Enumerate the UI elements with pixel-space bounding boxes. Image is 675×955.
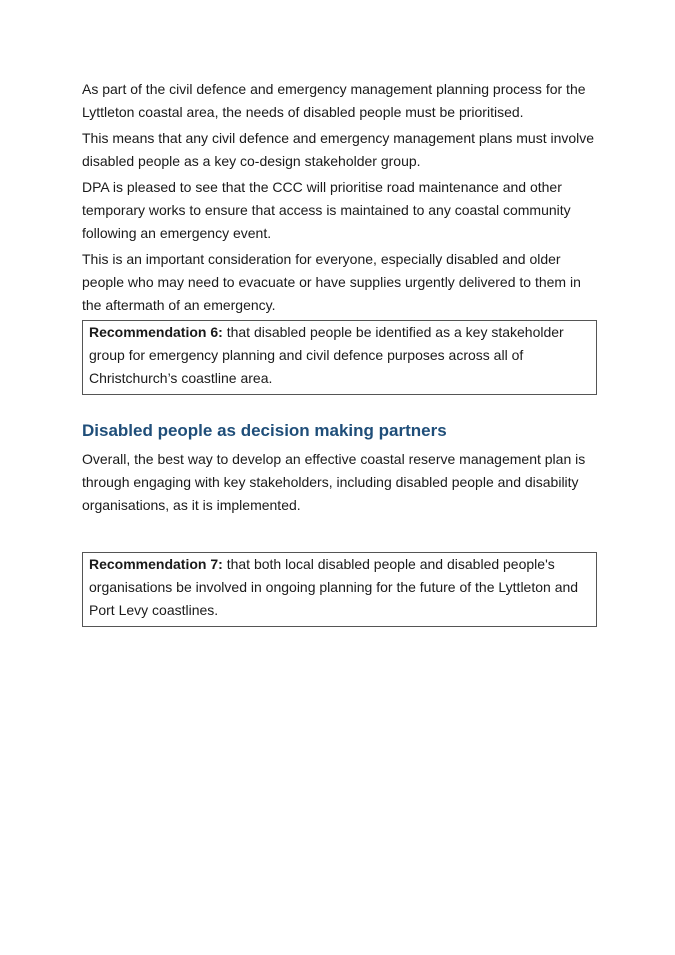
document-page — [82, 78, 597, 627]
recommendation-7-text: that both local disabled people and disabled people's organisations be involved in ongoing planning for the future of the Lyttleton and Port Levy coastlines. — [89, 556, 579, 618]
recommendation-7-label: Recommendation 7: — [89, 556, 223, 572]
section-paragraph: Overall, the best way to develop an effective coastal reserve management plan is through engaging with key stakeholders, including disabled people and disability organisations, as it is implemented. — [82, 451, 586, 513]
intro-paragraph-4: This is an important consideration for everyone, especially disabled and older people who may need to evacuate or have supplies urgently delivered to them in the aftermath of an emergency. — [82, 251, 581, 313]
intro-paragraph-2: This means that any civil defence and emergency management plans must involve disabled people as a key co-design stakeholder group. — [82, 130, 595, 169]
recommendation-6-box — [82, 320, 597, 395]
recommendation-6-label: Recommendation 6: — [89, 324, 223, 340]
intro-paragraph-3: DPA is pleased to see that the CCC will prioritise road maintenance and other temporary works to ensure that access is maintained to any coastal community following an emergency event. — [82, 179, 571, 241]
intro-paragraph-1: As part of the civil defence and emergency management planning process for the Lyttleton coastal area, the needs of disabled people must be prioritised. — [82, 81, 586, 120]
section-heading: Disabled people as decision making partners — [82, 421, 447, 440]
spacer — [82, 520, 597, 552]
recommendation-7-box — [82, 552, 597, 627]
recommendation-6-text: that disabled people be identified as a key stakeholder group for emergency planning and civil defence purposes across all of Christchurch’s coastline area. — [89, 324, 564, 386]
